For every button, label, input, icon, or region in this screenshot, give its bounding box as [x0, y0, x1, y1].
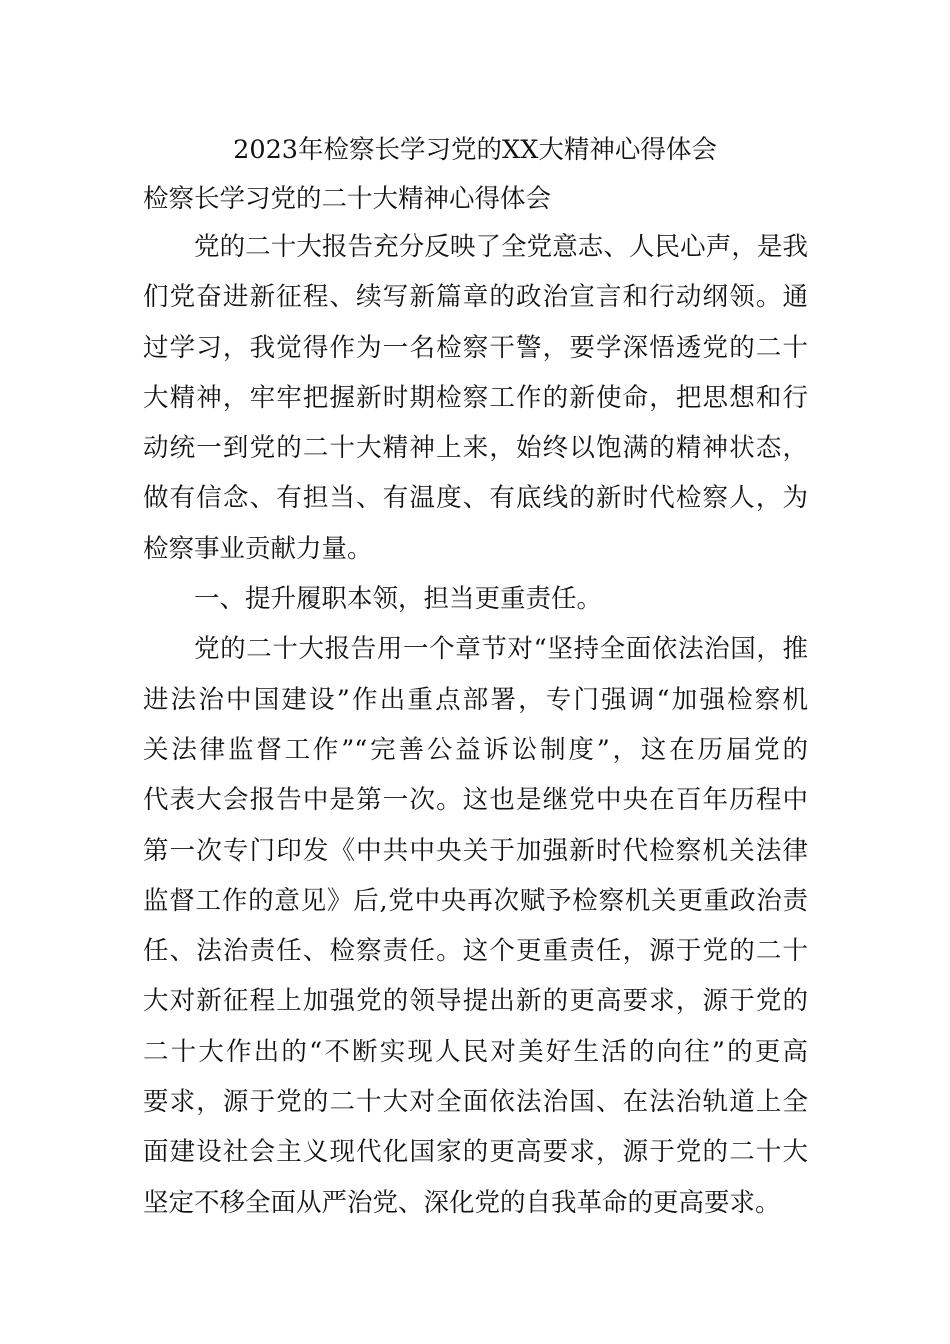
paragraph-2-line: 大对新征程上加强党的领导提出新的更高要求，源于党的 — [143, 986, 808, 1017]
section-heading-1: 一、提升履职本领，担当更重责任。 — [194, 584, 603, 615]
paragraph-2-line: 第一次专门印发《中共中央关于加强新时代检察机关法律 — [143, 835, 808, 866]
document-subtitle: 检察长学习党的二十大精神心得体会 — [143, 184, 552, 214]
paragraph-2-line: 关法律监督工作”“完善公益诉讼制度”，这在历届党的 — [143, 734, 808, 765]
paragraph-2-line: 面建设社会主义现代化国家的更高要求，源于党的二十大 — [143, 1137, 808, 1168]
paragraph-2-line: 监督工作的意见》后,党中央再次赋予检察机关更重政治责 — [143, 885, 808, 916]
document-title: 2023年检察长学习党的XX大精神心得体会 — [233, 135, 717, 165]
paragraph-1-line: 们党奋进新征程、续写新篇章的政治宣言和行动纲领。通 — [143, 282, 808, 313]
paragraph-2-line: 二十大作出的“不断实现人民对美好生活的向往”的更高 — [143, 1036, 808, 1067]
paragraph-1-line: 党的二十大报告充分反映了全党意志、人民心声，是我 — [194, 232, 808, 262]
paragraph-2-line: 进法治中国建设”作出重点部署，专门强调“加强检察机 — [143, 684, 808, 715]
paragraph-1-line: 大精神，牢牢把握新时期检察工作的新使命，把思想和行 — [143, 382, 808, 413]
paragraph-2-line: 党的二十大报告用一个章节对“坚持全面依法治国，推 — [194, 634, 808, 665]
paragraph-1-line: 检察事业贡献力量。 — [143, 533, 373, 564]
paragraph-2-line: 任、法治责任、检察责任。这个更重责任，源于党的二十 — [143, 936, 808, 967]
paragraph-1-line: 做有信念、有担当、有温度、有底线的新时代检察人，为 — [143, 483, 808, 514]
paragraph-2-line: 坚定不移全面从严治党、深化党的自我革命的更高要求。 — [143, 1187, 781, 1218]
paragraph-1-line: 过学习，我觉得作为一名检察干警，要学深悟透党的二十 — [143, 332, 808, 363]
paragraph-1-line: 动统一到党的二十大精神上来，始终以饱满的精神状态， — [143, 433, 808, 464]
paragraph-2-line: 代表大会报告中是第一次。这也是继党中央在百年历程中 — [143, 785, 808, 816]
document-body — [143, 222, 808, 1228]
paragraph-2-line: 要求，源于党的二十大对全面依法治国、在法治轨道上全 — [143, 1087, 808, 1118]
